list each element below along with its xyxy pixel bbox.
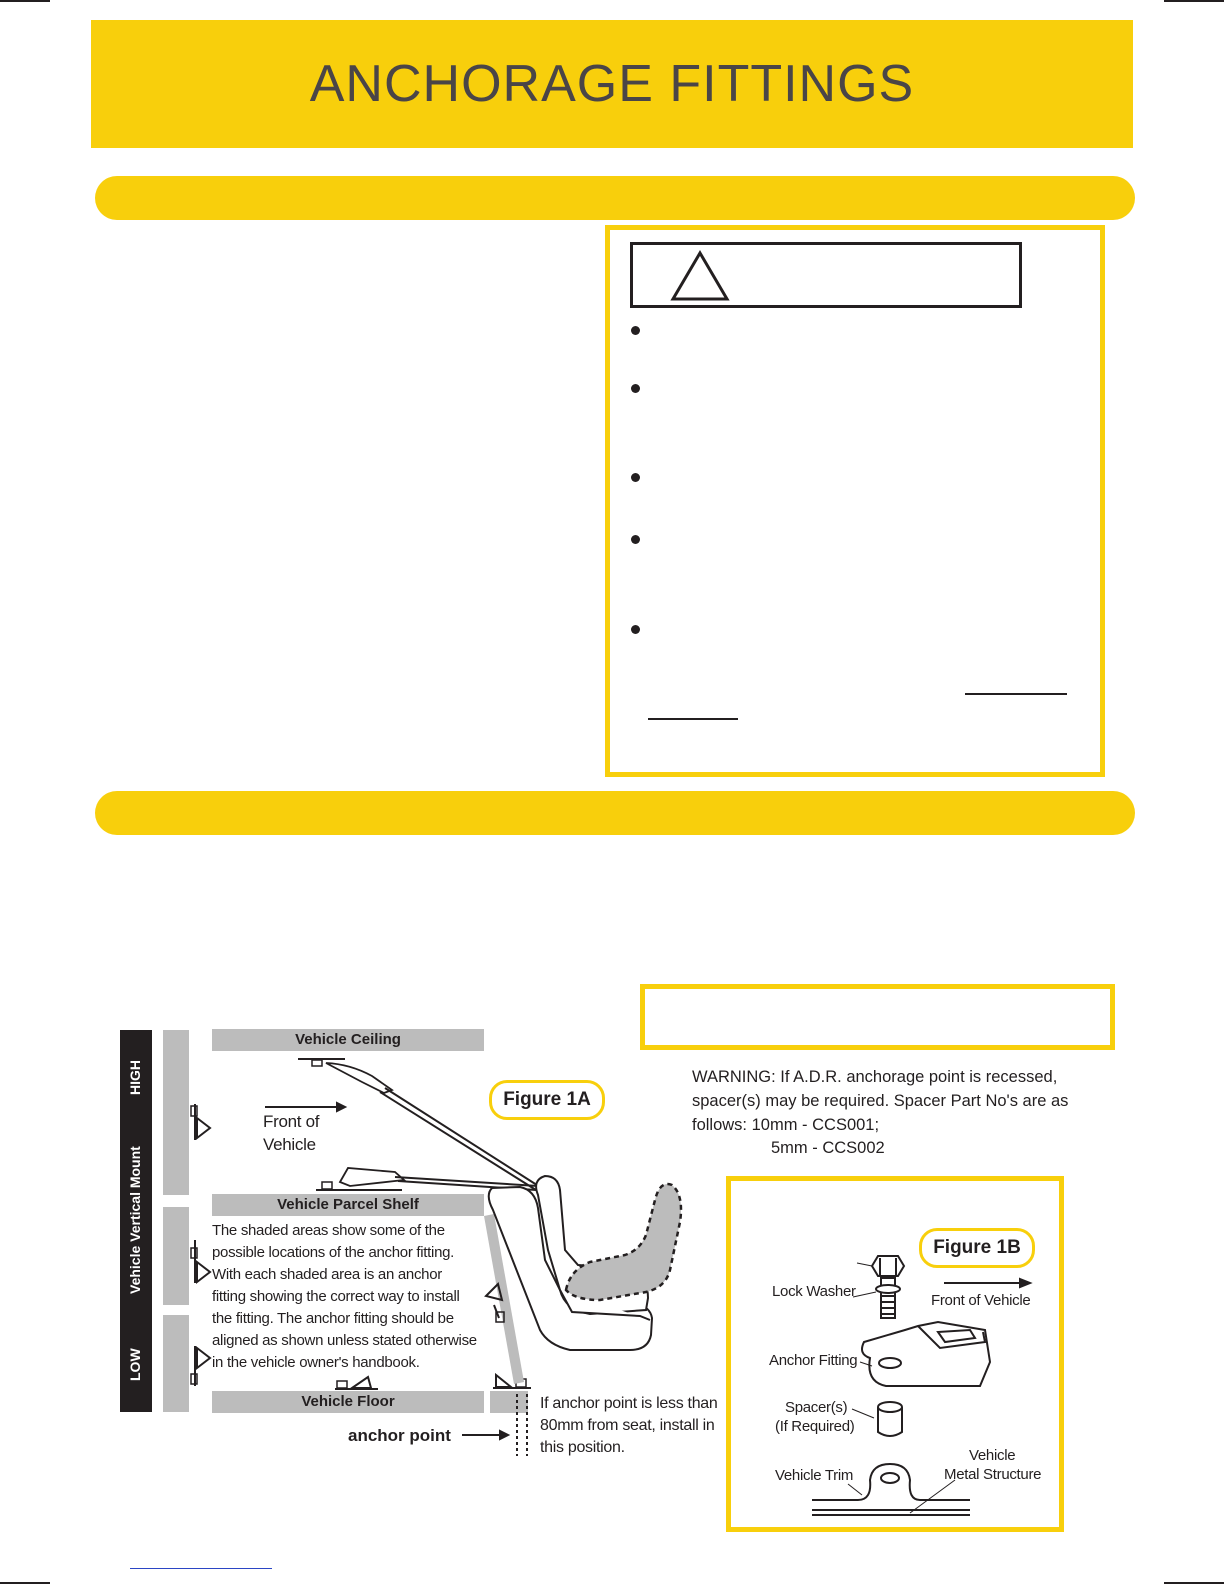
- vertical-mount-label: Vehicle Vertical Mount: [127, 1146, 143, 1294]
- spacers-label: Spacer(s): [785, 1399, 848, 1416]
- shaded-areas-text: aligned as shown unless stated otherwise: [212, 1332, 477, 1349]
- anchor-fitting-label: Anchor Fitting: [769, 1352, 858, 1369]
- front-of-vehicle-label: Vehicle: [263, 1135, 316, 1154]
- spacer-warning-line: WARNING: If A.D.R. anchorage point is recessed,: [692, 1068, 1058, 1086]
- metal-structure-label: Metal Structure: [944, 1466, 1042, 1483]
- front-of-vehicle-label: Front of Vehicle: [931, 1292, 1031, 1309]
- figure-1b-badge: Figure 1B: [919, 1228, 1035, 1268]
- lock-washer-label: Lock Washer: [772, 1283, 856, 1300]
- shaded-areas-text: The shaded areas show some of the: [212, 1222, 445, 1239]
- front-of-vehicle-label: Front of: [263, 1112, 320, 1131]
- page-title: ANCHORAGE FITTINGS: [309, 55, 915, 113]
- metal-structure-label: Vehicle: [969, 1447, 1016, 1464]
- anchor-point-label: anchor point: [348, 1426, 451, 1445]
- vehicle-floor-label: Vehicle Floor: [212, 1391, 484, 1413]
- shaded-areas-text: the fitting. The anchor fitting should be: [212, 1310, 454, 1327]
- spacer-warning-line: follows: 10mm - CCS001;: [692, 1116, 880, 1134]
- high-label: HIGH: [127, 1060, 143, 1095]
- vehicle-parcel-shelf-label: Vehicle Parcel Shelf: [212, 1194, 484, 1216]
- shaded-areas-text: in the vehicle owner's handbook.: [212, 1354, 420, 1371]
- shaded-areas-text: With each shaded area is an anchor: [212, 1266, 442, 1283]
- footer-link-underline: [130, 1568, 272, 1569]
- spacer-warning-line: spacer(s) may be required. Spacer Part No's are as: [692, 1092, 1069, 1110]
- vehicle-trim-label: Vehicle Trim: [775, 1467, 854, 1484]
- spacers-label: (If Required): [775, 1418, 855, 1435]
- less-than-80mm-text: this position.: [540, 1439, 625, 1456]
- less-than-80mm-text: If anchor point is less than: [540, 1395, 718, 1412]
- less-than-80mm-text: 80mm from seat, install in: [540, 1417, 715, 1434]
- figure-1a-badge: Figure 1A: [489, 1080, 605, 1120]
- shaded-areas-text: fitting showing the correct way to install: [212, 1288, 460, 1305]
- low-label: LOW: [127, 1348, 143, 1381]
- shaded-areas-text: possible locations of the anchor fitting.: [212, 1244, 455, 1261]
- vehicle-ceiling-label: Vehicle Ceiling: [212, 1029, 484, 1051]
- spacer-warning-line: 5mm - CCS002: [771, 1139, 885, 1157]
